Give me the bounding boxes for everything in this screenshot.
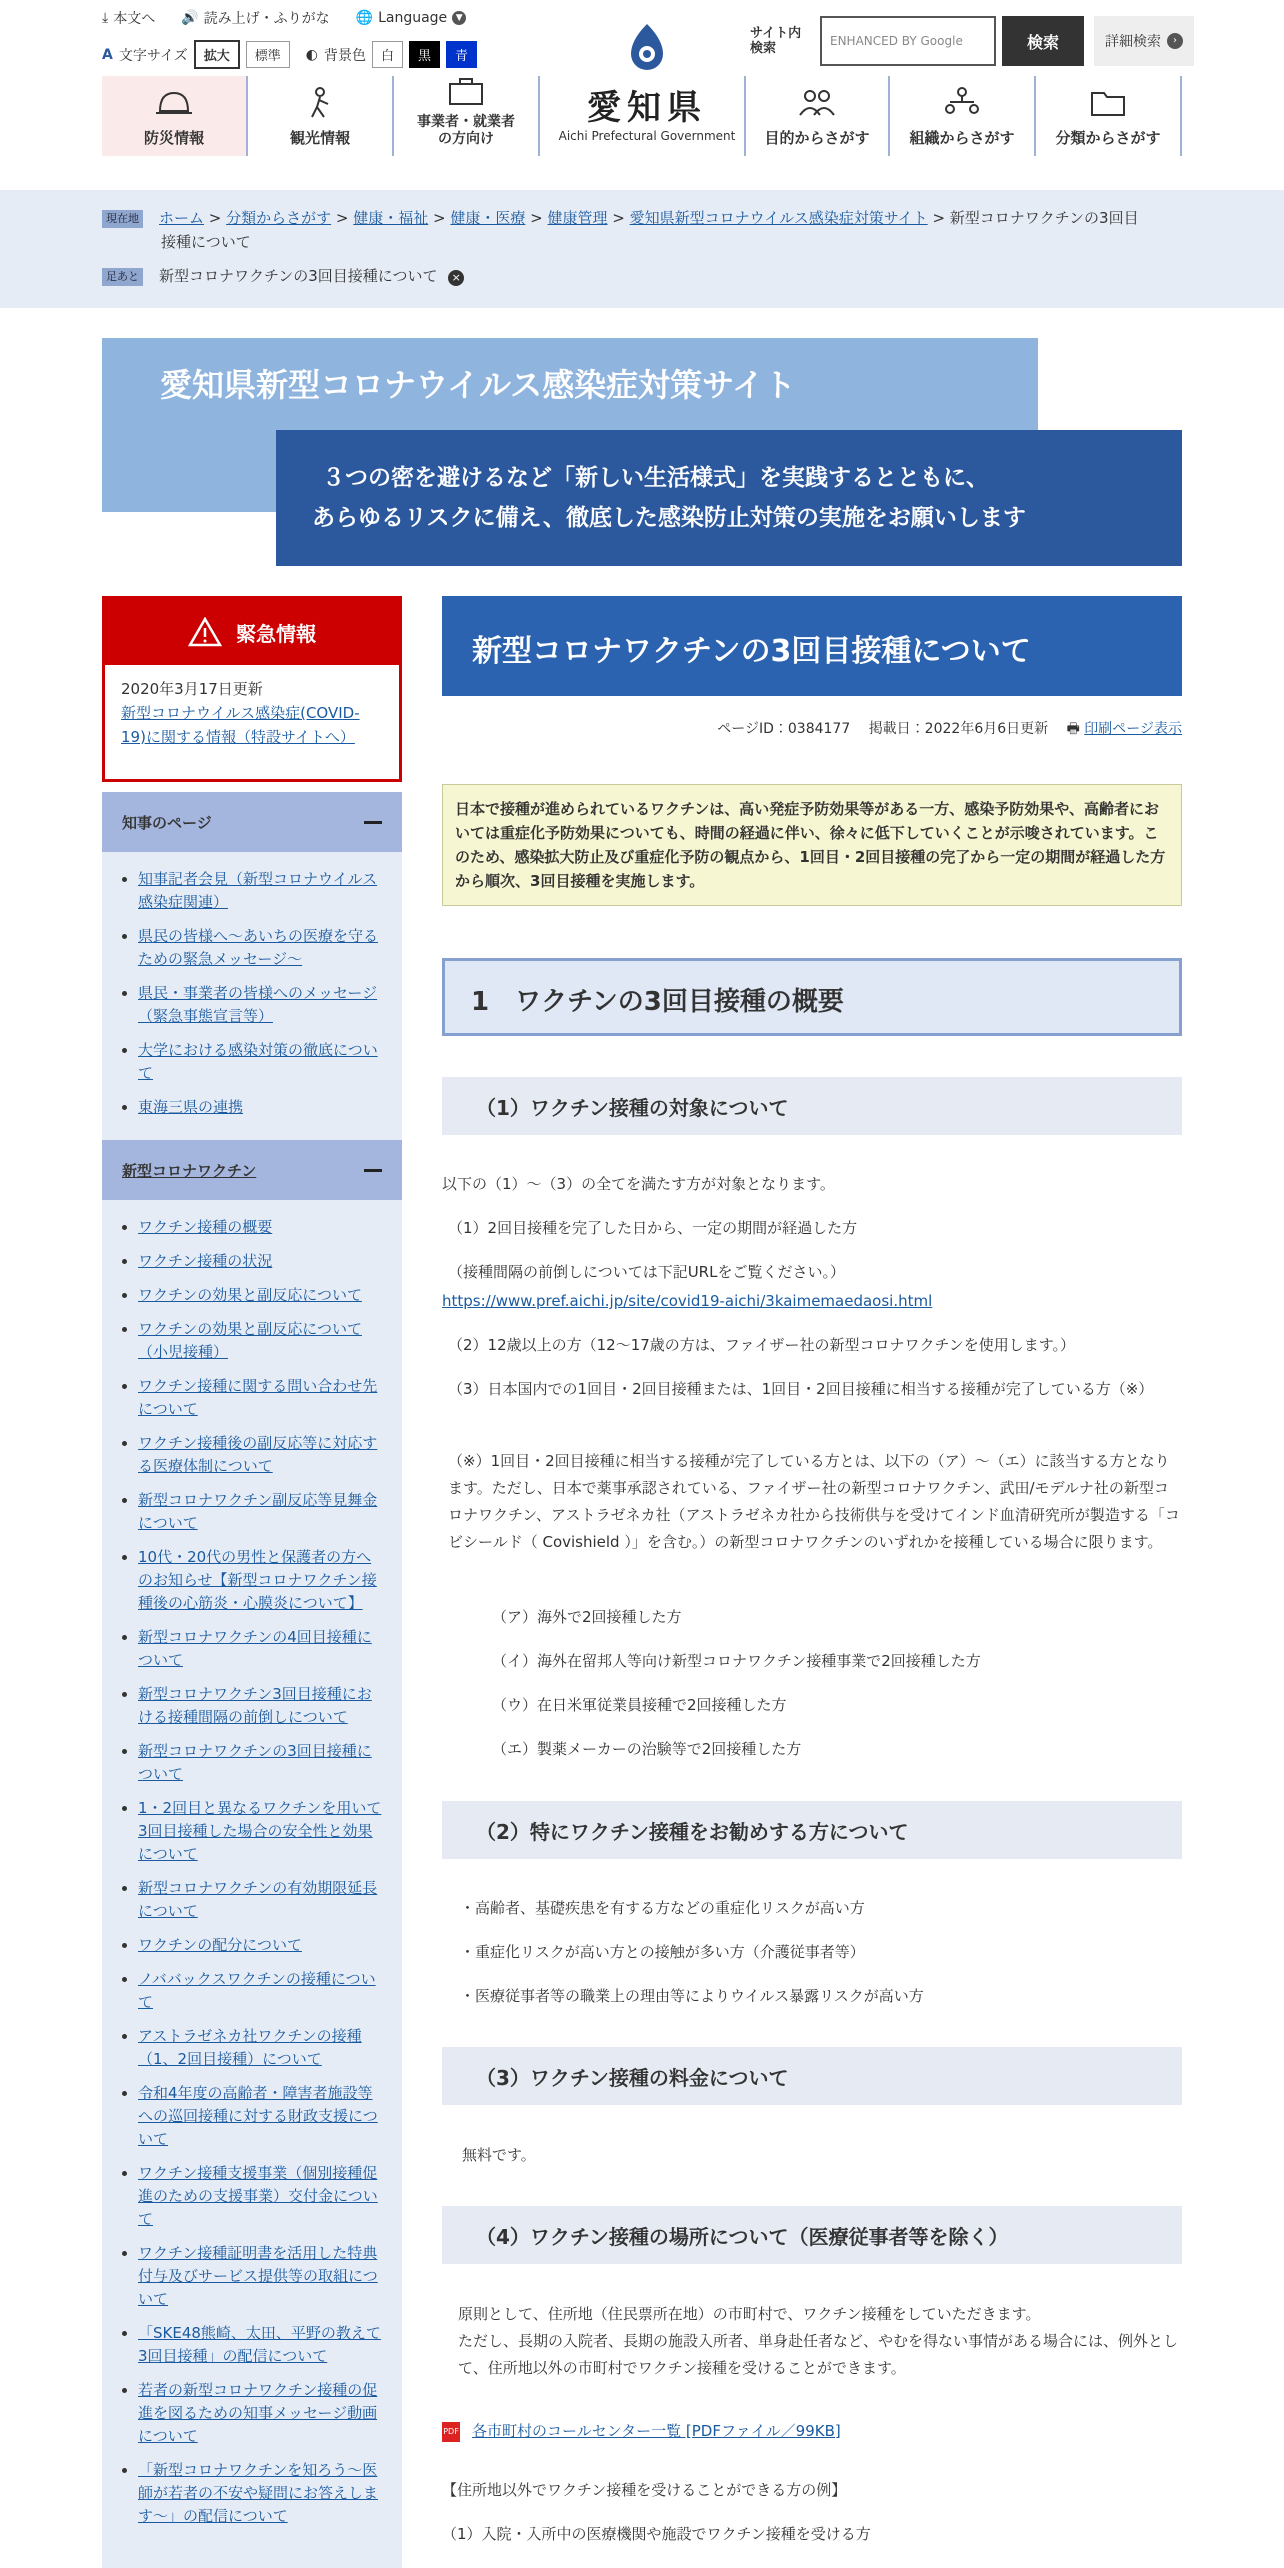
sidebar-item xyxy=(138,2322,382,2368)
breadcrumb-category[interactable]: 分類からさがす xyxy=(226,209,332,227)
sidebar-item xyxy=(138,2379,382,2448)
sidebar-item xyxy=(138,1546,382,1615)
breadcrumb-area xyxy=(0,190,1284,308)
vaccine-link-1[interactable]: ワクチン接種の状況 xyxy=(138,1252,273,1270)
history-tag: 足あと xyxy=(102,268,143,286)
vaccine-link-16[interactable]: 令和4年度の高齢者・障害者施設等への巡回接種に対する財政支援について xyxy=(138,2084,378,2148)
subheading-place: （4）ワクチン接種の場所について（医療従事者等を除く） xyxy=(442,2206,1182,2264)
paragraph: （接種間隔の前倒しについては下記URLをご覧ください。） xyxy=(448,1263,845,1281)
chevron-down-icon: ▼ xyxy=(452,11,466,25)
font-large-button[interactable]: 拡大 xyxy=(194,40,240,69)
folder-icon xyxy=(1088,87,1128,119)
briefcase-icon xyxy=(446,76,486,106)
paragraph: （3）日本国内での1回目・2回目接種または、1回目・2回目接種に相当する接種が完了している方（※） xyxy=(448,1380,1154,1398)
read-aloud-link[interactable]: 🔊 読み上げ・ふりがな xyxy=(181,10,330,27)
paragraph: （※）1回目・2回目接種に相当する接種が完了している方とは、以下の（ア）～（エ）に該当する方となります。ただし、日本で薬事承認されている、ファイザー社の新型コロナワクチン、武田/モデルナ社の新型コロナワクチン、アストラゼネカ社（アストラゼネカ社から技術供与を受けてインド血清研究所が製造する「コビシールド（ Covishield ）」を含む。）の新型コロナワクチンのいずれかを接種している場合に限ります。 xyxy=(448,1452,1180,1551)
page-title: 新型コロナワクチンの3回目接種について xyxy=(442,596,1182,696)
vaccine-link-5[interactable]: ワクチン接種後の副反応等に対応する医療体制について xyxy=(138,1434,378,1475)
governor-link-4[interactable]: 東海三県の連携 xyxy=(138,1098,244,1116)
vaccine-link-7[interactable]: 10代・20代の男性と保護者の方へのお知らせ【新型コロナワクチン接種後の心筋炎・心膜炎について】 xyxy=(138,1548,377,1612)
language-selector[interactable]: 🌐 Language ▼ xyxy=(356,10,467,26)
sidebar-item xyxy=(138,1318,382,1364)
paragraph: 原則として、住所地（住民票所在地）の市町村で、ワクチン接種をしていただきます。 xyxy=(458,2305,1041,2323)
font-size-icon: A xyxy=(102,46,113,63)
vaccine-link-15[interactable]: アストラゼネカ社ワクチンの接種（1、2回目接種）について xyxy=(138,2027,362,2068)
sidebar-item xyxy=(138,1375,382,1421)
section-heading: 1 ワクチンの3回目接種の概要 xyxy=(442,958,1182,1036)
vaccine-link-12[interactable]: 新型コロナワクチンの有効期限延長について xyxy=(138,1879,378,1920)
paragraph: 【住所地以外でワクチン接種を受けることができる方の例】 xyxy=(442,2481,847,2499)
minus-icon xyxy=(364,821,382,824)
warning-icon xyxy=(188,617,222,647)
emergency-link[interactable]: 新型コロナウイルス感染症(COVID-19)に関する情報（特設サイトへ） xyxy=(121,704,360,746)
governor-links xyxy=(102,852,402,1140)
subheading-recommended: （2）特にワクチン接種をお勧めする方について xyxy=(442,1801,1182,1859)
sidebar-item xyxy=(138,1740,382,1786)
page-id: ページID：0384177 xyxy=(717,721,851,737)
vaccine-link-20[interactable]: 若者の新型コロナワクチン接種の促進を図るための知事メッセージ動画について xyxy=(138,2381,378,2445)
skip-to-content-link[interactable]: ⤓ 本文へ xyxy=(102,10,156,27)
paragraph: （1）2回目接種を完了した日から、一定の期間が経過した方 xyxy=(448,1219,858,1237)
nav-by-purpose[interactable]: 目的からさがす xyxy=(744,76,890,156)
sidebar-item xyxy=(138,1626,382,1672)
breadcrumb: 現在地 ホーム > 分類からさがす > 健康・福祉 > 健康・医療 > 健康管理 > 愛知県新型コロナウイルス感染症対策サイト > 新型コロナワクチンの3回目 接種について xyxy=(102,206,1182,254)
helmet-icon xyxy=(154,87,194,119)
emergency-header: 緊急情報 xyxy=(105,599,399,665)
nav-tourism[interactable]: 観光情報 xyxy=(248,76,394,156)
emergency-box xyxy=(102,596,402,782)
prefecture-logo[interactable]: 愛知県 Aichi Prefectural Government xyxy=(540,22,754,143)
sidebar-item xyxy=(138,1432,382,1478)
update-date: 掲載日：2022年6月6日更新 xyxy=(868,721,1049,737)
vaccine-link-21[interactable]: 「新型コロナワクチンを知ろう～医師が若者の不安や疑問にお答えします～」の配信について xyxy=(138,2461,379,2525)
bg-white-button[interactable]: 白 xyxy=(372,41,403,68)
sidebar-item xyxy=(138,1683,382,1729)
breadcrumb-health-welfare[interactable]: 健康・福祉 xyxy=(353,209,429,227)
breadcrumb-covid-site[interactable]: 愛知県新型コロナウイルス感染症対策サイト xyxy=(629,209,928,227)
site-search: サイト内検索 ENHANCED BY Google 検索 詳細検索 › xyxy=(750,16,1194,66)
sidebar-item xyxy=(138,982,382,1028)
breadcrumb-home[interactable]: ホーム xyxy=(159,209,205,227)
vaccine-link-18[interactable]: ワクチン接種証明書を活用した特典付与及びサービス提供等の取組について xyxy=(138,2244,378,2308)
sidebar-item xyxy=(138,2242,382,2311)
vaccine-link-2[interactable]: ワクチンの効果と副反応について xyxy=(138,1286,362,1304)
paragraph: （2）12歳以上の方（12～17歳の方は、ファイザー社の新型コロナワクチンを使用します。） xyxy=(448,1336,1076,1354)
search-input[interactable]: ENHANCED BY Google xyxy=(820,16,996,66)
paragraph: ただし、長期の入院者、長期の施設入所者、単身赴任者など、やむを得ない事情がある場合には、例外として、住所地以外の市町村でワクチン接種を受けることができます。 xyxy=(458,2332,1179,2377)
paragraph: 以下の（1）～（3）の全てを満たす方が対象となります。 xyxy=(442,1175,835,1193)
palette-icon: ◐ xyxy=(305,46,318,63)
people-icon xyxy=(797,87,837,119)
current-location-tag: 現在地 xyxy=(102,210,143,228)
hiker-icon xyxy=(300,87,340,119)
list-item: ・重症化リスクが高い方との接触が多い方（介護従事者等） xyxy=(460,1943,865,1961)
arrow-circle-icon: › xyxy=(1167,33,1183,49)
vaccine-link-9[interactable]: 新型コロナワクチン3回目接種における接種間隔の前倒しについて xyxy=(138,1685,372,1726)
vaccine-link-19[interactable]: 「SKE48熊崎、太田、平野の教えて3回目接種」の配信について xyxy=(138,2324,381,2365)
vaccine-section-header[interactable]: 新型コロナワクチン xyxy=(102,1140,402,1200)
sidebar-item xyxy=(138,2162,382,2231)
sidebar-item xyxy=(138,2082,382,2151)
call-center-pdf-link[interactable]: 各市町村のコールセンター一覧 [PDFファイル／99KB] xyxy=(472,2422,841,2440)
sidebar-item xyxy=(138,1250,382,1273)
vaccine-link-8[interactable]: 新型コロナワクチンの4回目接種について xyxy=(138,1628,372,1669)
advanced-search-button[interactable]: 詳細検索 › xyxy=(1094,16,1194,66)
download-icon: ⤓ xyxy=(102,10,109,26)
history-trail xyxy=(102,264,464,288)
sidebar-item xyxy=(138,1284,382,1307)
vaccine-link-14[interactable]: ノババックスワクチンの接種について xyxy=(138,1970,376,2011)
governor-link-2[interactable]: 県民・事業者の皆様へのメッセージ（緊急事態宣言等） xyxy=(138,984,378,1025)
page-meta xyxy=(442,718,1182,742)
sidebar-item xyxy=(138,1797,382,1866)
speaker-icon: 🔊 xyxy=(181,10,199,26)
history-item[interactable]: 新型コロナワクチンの3回目接種について xyxy=(159,267,438,285)
governor-link-3[interactable]: 大学における感染対策の徹底について xyxy=(138,1041,378,1082)
list-item: ・高齢者、基礎疾患を有する方などの重症化リスクが高い方 xyxy=(460,1899,865,1917)
sidebar-item xyxy=(138,2459,382,2528)
aichi-emblem-icon xyxy=(625,22,669,74)
banner-message: ３つの密を避けるなど「新しい生活様式」を実践するとともに、 あらゆるリスクに備え、徹底した感染防止対策の実施をお願いします xyxy=(276,430,1182,566)
sidebar-item xyxy=(138,1216,382,1239)
interval-url-link[interactable]: https://www.pref.aichi.jp/site/covid19-aichi/3kaimemaedaosi.html xyxy=(442,1292,933,1310)
nav-by-organization[interactable]: 組織からさがす xyxy=(890,76,1036,156)
breadcrumb-health-management[interactable]: 健康管理 xyxy=(547,209,608,227)
sidebar-item xyxy=(138,868,382,914)
vaccine-links xyxy=(102,1200,402,2568)
vaccine-link-10[interactable]: 新型コロナワクチンの3回目接種について xyxy=(138,1742,372,1783)
font-normal-button[interactable]: 標準 xyxy=(246,41,290,68)
vaccine-link-4[interactable]: ワクチン接種に関する問い合わせ先について xyxy=(138,1377,378,1418)
governor-link-0[interactable]: 知事記者会見（新型コロナウイルス感染症関連） xyxy=(138,870,378,911)
vaccine-link-17[interactable]: ワクチン接種支援事業（個別接種促進のための支援事業）交付金について xyxy=(138,2164,378,2228)
bg-black-button[interactable]: 黒 xyxy=(409,41,440,68)
vaccine-link-11[interactable]: 1・2回目と異なるワクチンを用いて3回目接種した場合の安全性と効果について xyxy=(138,1799,382,1863)
vaccine-link-13[interactable]: ワクチンの配分について xyxy=(138,1936,302,1954)
nav-by-category[interactable]: 分類からさがす xyxy=(1036,76,1182,156)
sidebar-item xyxy=(138,2025,382,2071)
vaccine-link-3[interactable]: ワクチンの効果と副反応について（小児接種） xyxy=(138,1320,362,1361)
sidebar-item xyxy=(138,1489,382,1535)
emergency-date: 2020年3月17日更新 xyxy=(121,680,263,698)
display-settings: A 文字サイズ 拡大 標準 ◐ 背景色 白 黒 青 xyxy=(102,40,477,69)
sidebar-item xyxy=(138,925,382,971)
utility-bar xyxy=(102,8,466,28)
list-item: （ウ）在日米軍従業員接種で2回接種した方 xyxy=(492,1696,787,1714)
subheading-fee: （3）ワクチン接種の料金について xyxy=(442,2047,1182,2105)
banner-title: 愛知県新型コロナウイルス感染症対策サイト xyxy=(160,366,796,404)
list-item: （イ）海外在留邦人等向け新型コロナワクチン接種事業で2回接種した方 xyxy=(492,1652,981,1670)
bg-blue-button[interactable]: 青 xyxy=(446,41,477,68)
sidebar-item xyxy=(138,1934,382,1957)
list-item: （ア）海外で2回接種した方 xyxy=(492,1608,682,1626)
vaccine-link-0[interactable]: ワクチン接種の概要 xyxy=(138,1218,273,1236)
list-item: ・医療従事者等の職業上の理由等によりウイルス暴露リスクが高い方 xyxy=(460,1987,924,2005)
print-link[interactable]: 🖶 印刷ページ表示 xyxy=(1066,721,1182,737)
sidebar-item xyxy=(138,1968,382,2014)
governor-link-1[interactable]: 県民の皆様へ～あいちの医療を守るための緊急メッセージ～ xyxy=(138,927,379,968)
printer-icon: 🖶 xyxy=(1066,721,1080,737)
minus-icon xyxy=(364,1169,382,1172)
org-chart-icon xyxy=(942,87,982,119)
list-item: （1）入院・入所中の医療機関や施設でワクチン接種を受ける方 xyxy=(442,2525,871,2543)
sidebar-item xyxy=(138,1039,382,1085)
close-icon[interactable]: × xyxy=(448,270,464,286)
pdf-icon: PDF xyxy=(442,2422,460,2442)
governor-section-header[interactable]: 知事のページ xyxy=(102,792,402,852)
vaccine-link-6[interactable]: 新型コロナワクチン副反応等見舞金について xyxy=(138,1491,378,1532)
intro-note: 日本で接種が進められているワクチンは、高い発症予防効果等がある一方、感染予防効果や、高齢者においては重症化予防効果についても、時間の経過に伴い、徐々に低下していくことが示唆されています。このため、感染拡大防止及び重症化予防の観点から、1回目・2回目接種の完了から一定の期間が経過した方から順次、3回目接種を実施します。 xyxy=(442,784,1182,906)
pdf-link-row xyxy=(442,2418,1182,2445)
list-item: （エ）製薬メーカーの治験等で2回接種した方 xyxy=(492,1740,802,1758)
globe-icon: 🌐 xyxy=(355,10,374,26)
breadcrumb-health-medical[interactable]: 健康・医療 xyxy=(450,209,526,227)
subheading-target: （1）ワクチン接種の対象について xyxy=(442,1077,1182,1135)
sidebar-item xyxy=(138,1096,382,1119)
nav-business[interactable]: 事業者・就業者の方向け xyxy=(394,76,540,156)
nav-disaster[interactable]: 防災情報 xyxy=(102,76,248,156)
site-header xyxy=(0,0,1284,190)
sidebar-item xyxy=(138,1877,382,1923)
search-button[interactable]: 検索 xyxy=(1002,16,1084,66)
paragraph: 無料です。 xyxy=(462,2146,536,2164)
